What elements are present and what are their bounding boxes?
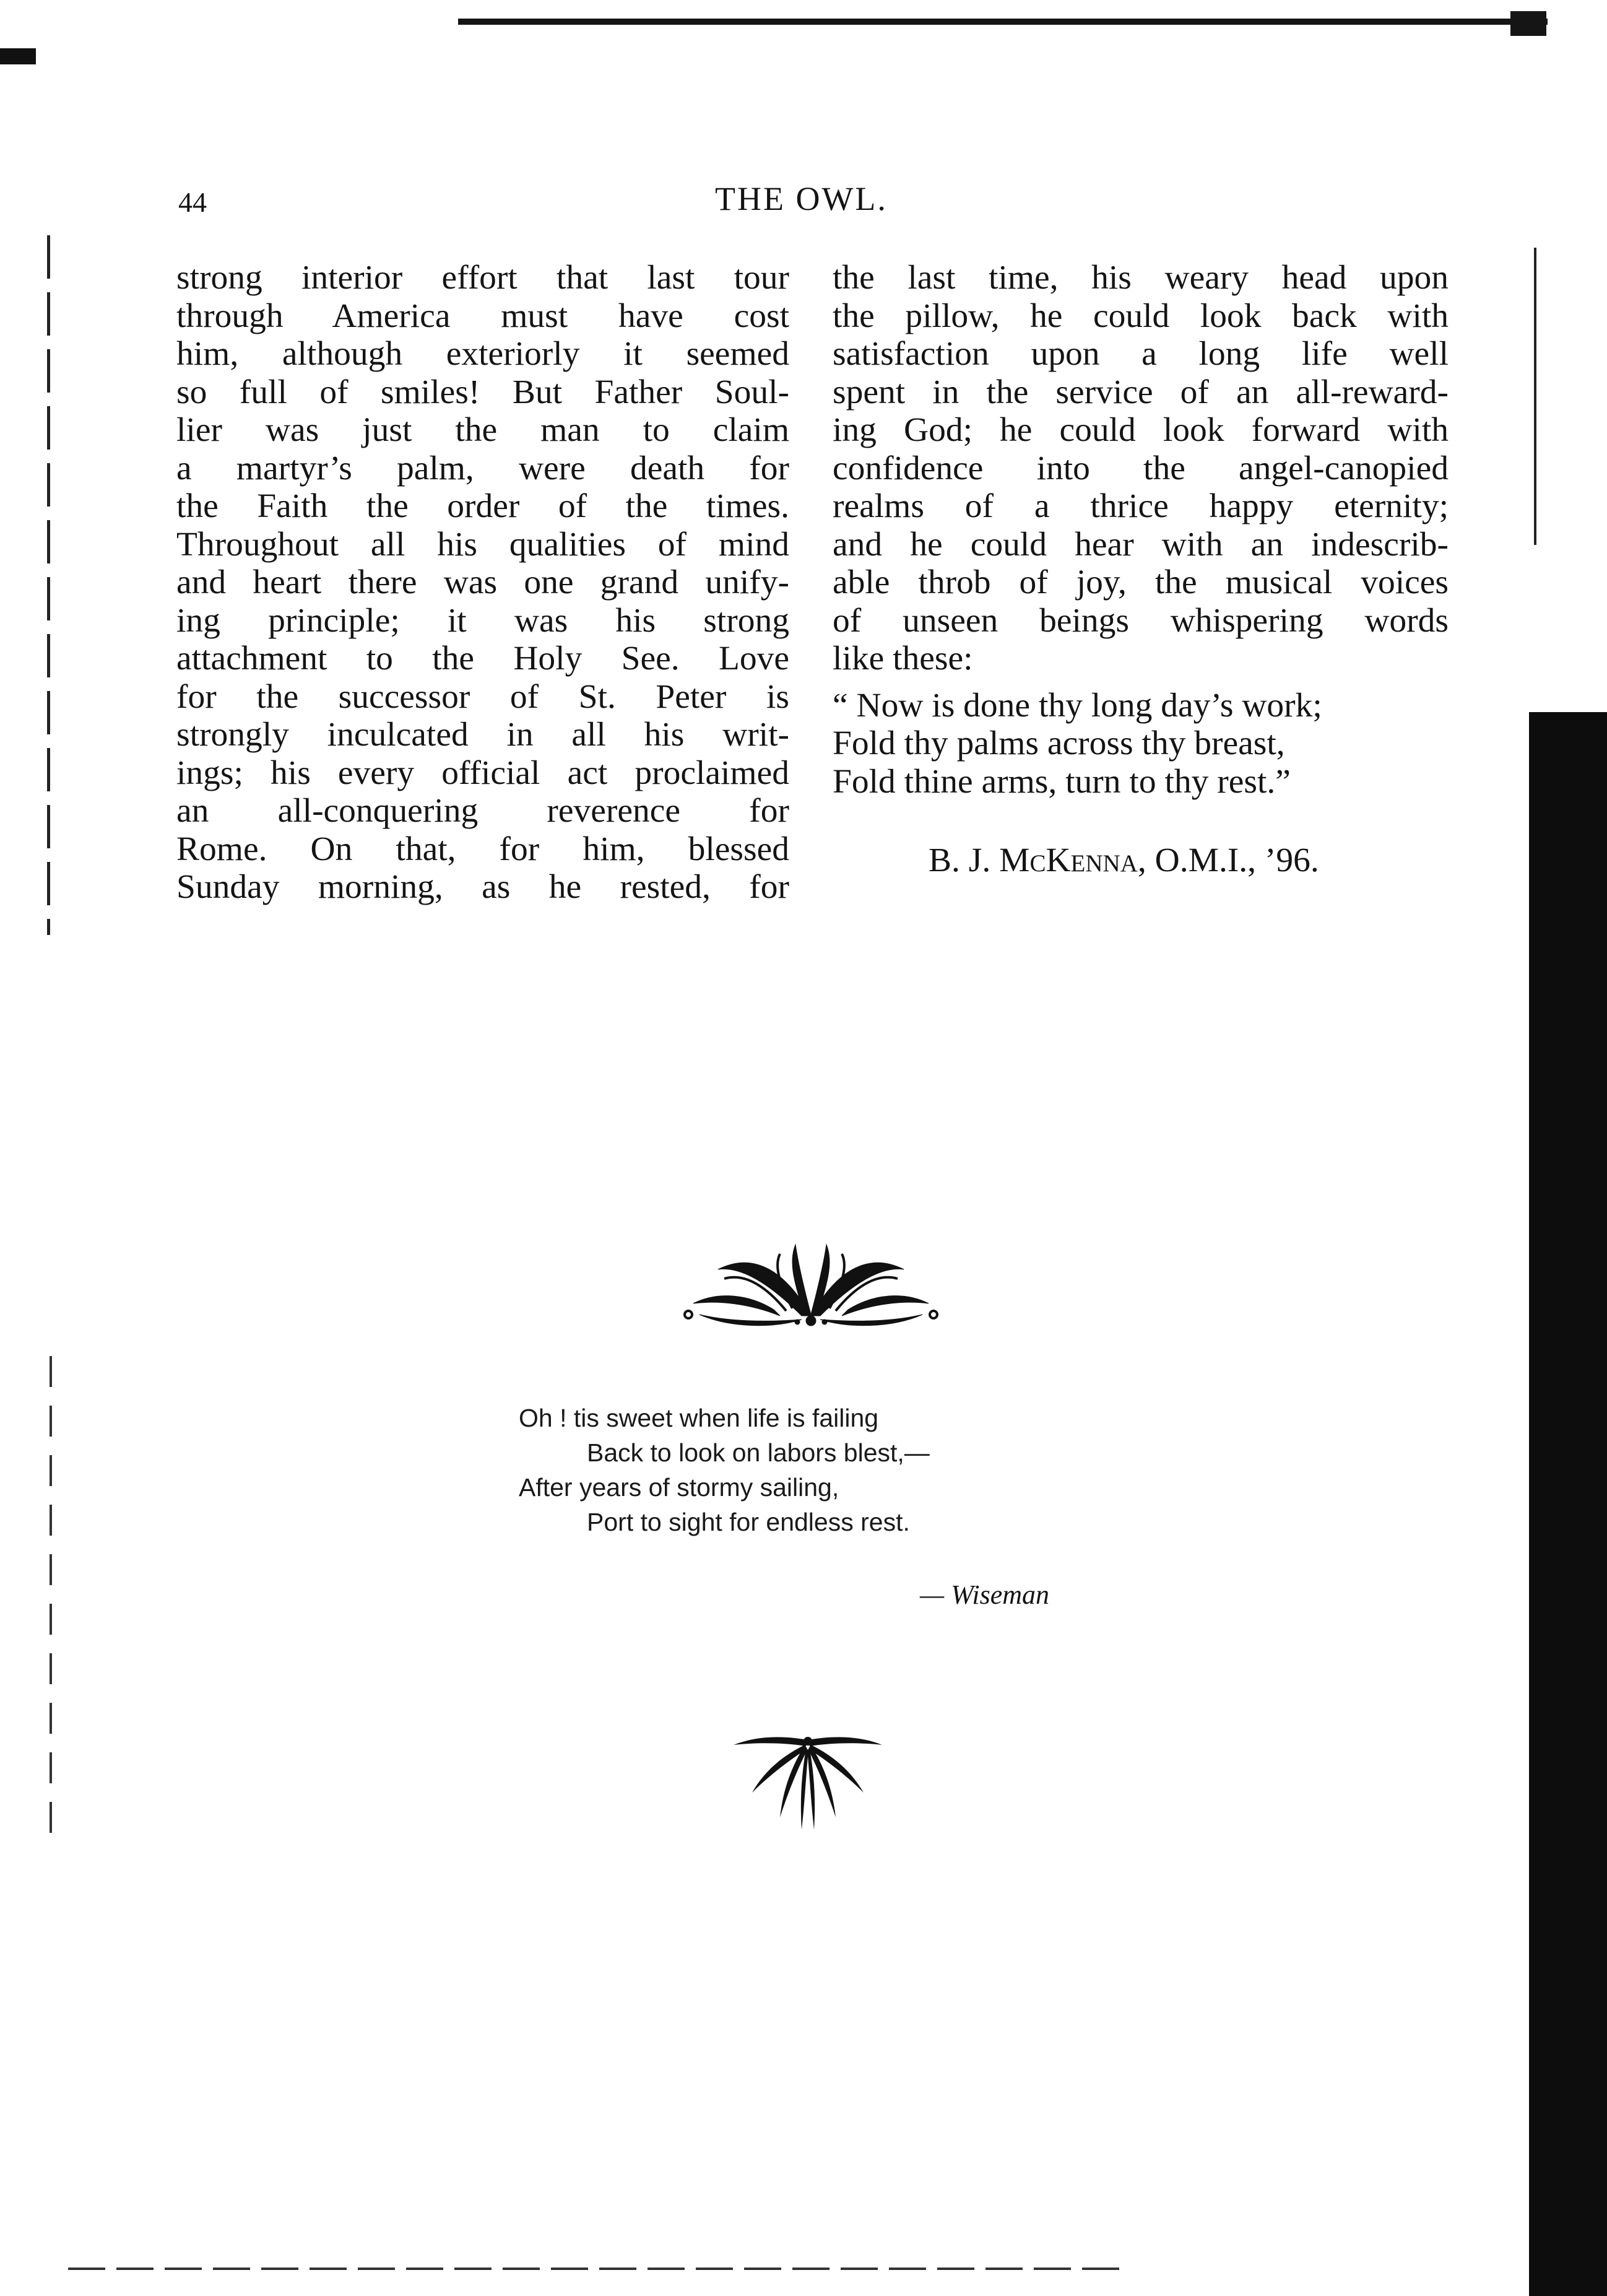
text-line: the last time, his weary head upon [833,259,1449,297]
fan-ornament-icon [730,1728,885,1836]
right-column [833,259,1449,880]
poem-line: Oh ! tis sweet when life is failing [519,1404,879,1432]
signature-initials: B. J. M [929,841,1030,879]
signature-suffix: , O.M.I., ’96. [1137,841,1319,879]
text-line: like these: [833,640,973,677]
text-line: strong interior effort that last tour [176,259,789,297]
quoted-verse [833,687,1449,801]
verse-line: Fold thine arms, turn to thy rest.” [833,762,1291,801]
text-line: satisfaction upon a long life well [833,335,1449,373]
poem-line: After years of stormy sailing, [519,1473,839,1502]
text-line: ing God; he could look forward with [833,411,1449,449]
text-line: and he could hear with an indescrib- [833,525,1449,563]
text-line: strongly inculcated in all his writ- [176,716,789,754]
text-line: spent in the service of an all-reward- [833,373,1449,411]
poem [519,1401,930,1539]
text-line: for the successor of St. Peter is [176,677,789,716]
text-line: Sunday morning, as he rested, for [176,868,789,906]
text-line: an all-conquering reverence for [176,792,789,830]
verse-line: Fold thy palms across thy breast, [833,724,1285,762]
scan-top-rule-end [1510,11,1546,36]
text-line: and heart there was one grand unify- [176,563,789,601]
text-line: so full of smiles! But Father Soul- [176,373,789,411]
scan-left-tab [0,48,36,64]
palmette-ornament-icon [681,1235,941,1334]
signature-small-caps: cKenna [1029,841,1138,879]
poem-author: — Wiseman [920,1580,1049,1610]
running-title: THE OWL. [715,180,888,217]
text-line: confidence into the angel-canopied [833,449,1449,487]
text-line: Throughout all his qualities of mind [176,525,789,563]
text-line: able throb of joy, the musical voices [833,563,1449,601]
text-line: of unseen beings whispering words [833,601,1449,640]
text-line: ings; his every official act proclaimed [176,754,789,792]
verse-line: “ Now is done thy long day’s work; [833,686,1322,724]
author-signature [833,841,1449,880]
poem-line: Back to look on labors blest,— [587,1438,930,1467]
text-line: him, although exteriorly it seemed [176,335,789,373]
text-line: lier was just the man to claim [176,411,789,449]
page-number: 44 [178,186,207,218]
scan-top-rule [458,19,1548,25]
scan-bottom-rule [68,2268,1120,2270]
text-line: attachment to the Holy See. Love [176,640,789,677]
text-line: the Faith the order of the times. [176,487,789,525]
scan-left-edge [47,235,50,935]
poem-line: Port to sight for endless rest. [587,1508,910,1536]
scan-right-shadow-fade [1548,861,1607,985]
scan-left-edge-lower [50,1356,52,1839]
text-line: Rome. On that, for him, blessed [176,830,789,868]
text-line: the pillow, he could look back with [833,297,1449,335]
scan-right-tick [1534,248,1536,545]
left-column [176,259,789,907]
text-line: ing principle; it was his strong [176,601,789,640]
text-line: a martyr’s palm, were death for [176,449,789,487]
text-line: realms of a thrice happy eternity; [833,487,1449,525]
text-line: through America must have cost [176,297,789,335]
